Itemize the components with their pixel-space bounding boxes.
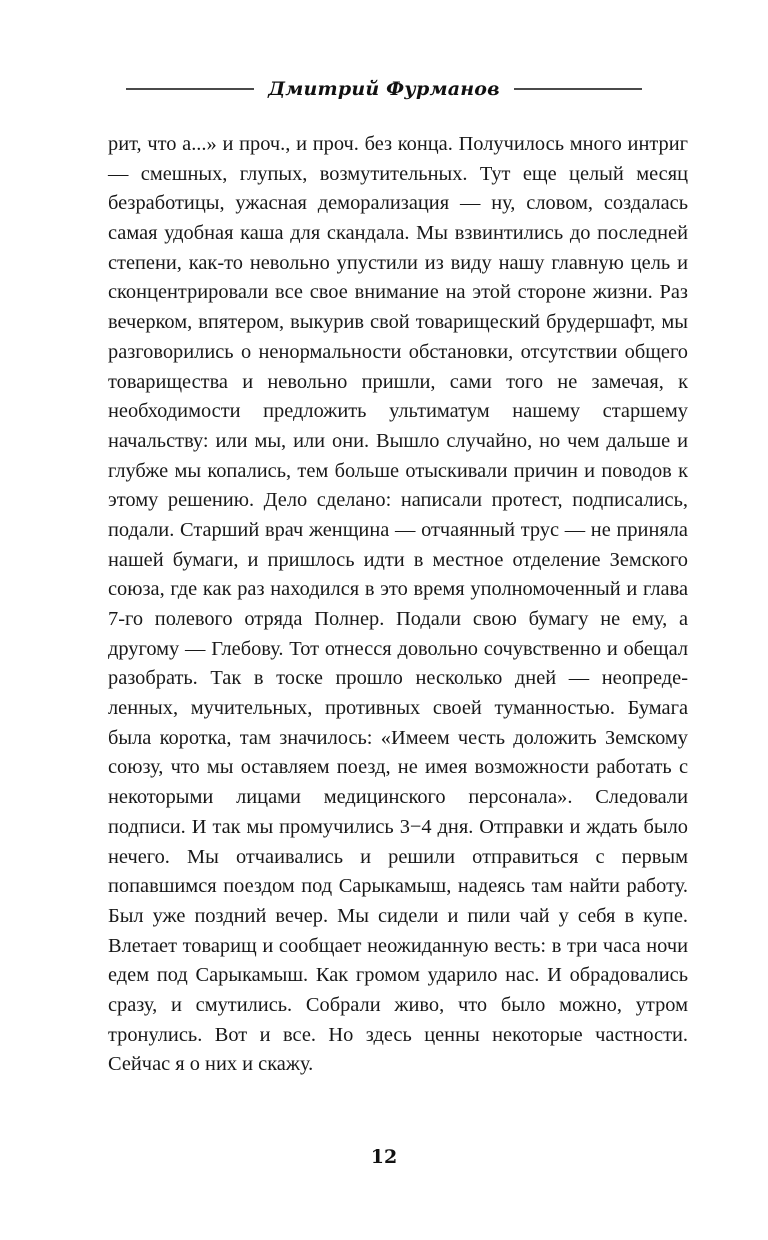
running-head (0, 78, 768, 100)
running-head-rule-right (514, 88, 642, 90)
running-head-author: Дмитрий Фурманов (268, 78, 500, 100)
running-head-rule-left (126, 88, 254, 90)
page-number: 12 (370, 1146, 398, 1168)
body-text (108, 130, 688, 1080)
body-paragraph: рит, что а...» и проч., и проч. без конца. Получилось много интриг — смешных, глупых, возмутительных. Тут еще целый месяц безработицы, ужасная деморализация — ну, словом, создалась самая удобная каша для скандала. Мы взвинтились до последней степени, как-то невольно упустили из виду нашу главную цель и сконцентрировали все свое внимание на этой стороне жизни. Раз вечерком, впятером, выкурив свой товарищеский брудершафт, мы разговорились о ненормальности обстановки, отсутствии общего товарищества и невольно пришли, сами того не замечая, к необходимости предложить ультиматум нашему старшему начальству: или мы, или они. Вышло случайно, но чем дальше и глубже мы копались, тем больше отыскивали причин и поводов к этому решению. Дело сделано: написали протест, подписались, подали. Старший врач женщина — отчаянный трус — не приняла нашей бумаги, и пришлось идти в местное отделение Земского союза, где как раз находился в это время уполномоченный и глава 7-го полевого отряда Полнер. Подали свою бумагу не ему, а другому — Глебову. Тот отнесся довольно сочувственно и обещал разобрать. Так в тоске прошло несколько дней — неопределенных, мучительных, противных своей туманностью. Бумага была коротка, там значилось: «Имеем честь доложить Земскому союзу, что мы оставляем поезд, не имея возможности работать с некоторыми лицами медицинского персонала». Следовали подписи. И так мы промучились 3−4 дня. Отправки и ждать было нечего. Мы отчаивались и решили отправиться с первым попавшимся поездом под Сарыкамыш, надеясь там найти работу. Был уже поздний вечер. Мы сидели и пили чай у себя в купе. Влетает товарищ и сообщает неожиданную весть: в три часа ночи едем под Сарыкамыш. Как громом ударило нас. И обрадовались сразу, и смутились. Собрали живо, что было можно, утром тронулись. Вот и все. Но здесь ценны некоторые частности. Сейчас я о них и скажу. (108, 133, 688, 1076)
